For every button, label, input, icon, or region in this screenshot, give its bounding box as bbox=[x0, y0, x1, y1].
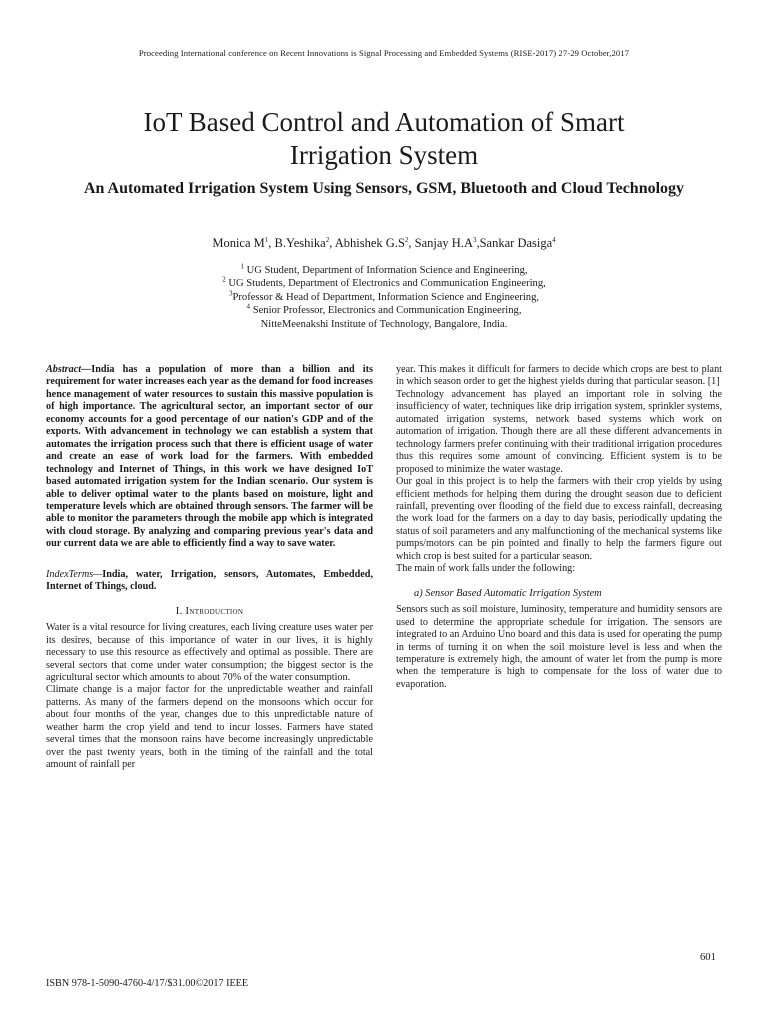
author-list: Monica $M^1$, B.Yeshika$^2$, Abhishek $G.S^2$, Sanjay $H.A^3,Sankar$ Dasiga$^4$ bbox=[212, 235, 556, 250]
index-terms bbox=[46, 569, 373, 594]
intro-paragraph-1: Water is a vital resource for living creatures, each living creature uses water per its desires, because of this importance of water in our lives, it is highly necessary to use this resource as effectively and optimal as possible. There are several sectors that come under water consumption; the biggest sector is the agricultural sector which amounts to about 70% of the water consumption. bbox=[46, 622, 373, 683]
body-paragraph-4: The main of work falls under the following: bbox=[396, 563, 576, 575]
author: Sankar Dasiga$^4$ bbox=[479, 235, 556, 250]
body-paragraph-5: Sensors such as soil moisture, luminosity, temperature and humidity sensors are used to determine the appropriate schedule for irrigation. The sensors are integrated to an Arduino Uno board and this data is used for operating the pump in terms of turning it on when the soil moisture level is less and when the temperature is extremely high, the amount of water let from the pump is more when the temperature is high to compensate for the loss of water due to evaporation. bbox=[396, 604, 722, 690]
isbn-footer: ISBN 978-1-5090-4760-4/17/$31.00©2017 IEEE bbox=[46, 978, 249, 989]
affiliation: $^2$ UG Students, Department of Electronics and Communication Engineering, bbox=[222, 275, 546, 290]
affiliation: $^1$ UG Student, Department of Information Science and Engineering, bbox=[240, 262, 528, 276]
intro-paragraph-2: Climate change is a major factor for the unpredictable weather and rainfall patterns. As many of the farmers depend on the monsoons which occur for about four months of the year, changes due to this unpredictable nature of weather harm the crop yield and tend to incur losses. Farmers have stated several times that the monsoon rains have become increasingly unpredictable over the past twenty years, both in the timing of the rainfall and the total amount of rainfall per bbox=[46, 684, 373, 771]
affiliation: NitteMeenakshi Institute of Technology, Bangalore, India. bbox=[260, 318, 508, 330]
affiliation: $^4$ Senior Professor, Electronics and Communication Engineering, bbox=[246, 302, 522, 317]
author: Abhishek $G.S^2$ bbox=[334, 235, 409, 250]
index-terms-label: IndexTerms— bbox=[46, 568, 103, 580]
left-column bbox=[46, 364, 373, 772]
abstract-text: India has a population of more than a billion and its requirement for water increases each year as the demand for food increases hence management of water resources to sustain this massive population is of high importance. The agricultural sector, an important sector of our economy accounts for a good percentage of our nation's GDP and of the exports. With advancement in technology we can establish a system that automates the irrigation process such that there is efficient usage of water and create an ease of work load for the farmers. With embedded technology and Internet of Things, in this work we have designed IoT based automated irrigation system for the Indian scenario. Our system is able to deliver optimal water to the plants based on moisture, light and temperature levels which are obtained through sensors. The farmer will be able to monitor the parameters through the mobile app which is integrated with cloud storage. By analyzing and comparing previous year's data and our current data we are able to efficiently find a way to save water. bbox=[46, 364, 373, 550]
affiliation-list bbox=[100, 264, 668, 331]
abstract bbox=[46, 364, 373, 551]
section-heading-introduction: I. Introduction bbox=[175, 605, 244, 617]
conference-header: Proceeding International conference on Recent Innovations is Signal Processing and Embedded Systems (RISE-2017) 27-29 October,2017 bbox=[138, 48, 630, 58]
body-paragraph-1: year. This makes it difficult for farmers to decide which crops are best to plant in which season order to get the highest yields during that particular season. [1] bbox=[396, 364, 722, 388]
right-column bbox=[396, 364, 722, 691]
subsection-heading-a: a) Sensor Based Automatic Irrigation System bbox=[414, 587, 602, 599]
body-paragraph-2: Technology advancement has played an important role in solving the insufficiency of water, techniques like drip irrigation system, sprinkler systems, automated irrigation systems, network based systems which work on automation of irrigation. Though there are all these different advancements in technology farmers prefer continuing with their traditional irrigation procedures thus this requires some amount of convincing. Efficient system is to be proposed to minimize the water wastage. bbox=[396, 388, 722, 475]
author: Sanjay $H.A^3$ bbox=[414, 235, 477, 250]
paper-subtitle: An Automated Irrigation System Using Sensors, GSM, Bluetooth and Cloud Technology bbox=[83, 180, 685, 197]
page-number: 601 bbox=[700, 952, 716, 963]
author: B.Yeshika$^2$ bbox=[274, 235, 330, 250]
title-line-2: Irrigation System bbox=[289, 140, 479, 170]
body-paragraph-3: Our goal in this project is to help the farmers with their crop yields by using efficient methods for helping them during the drought season due to deficient rainfall, preventing over flooding of the field due to excess rainfall, decreasing the work load for the farmers on a day to day basis, periodically updating the status of soil parameters and any malfunctioning of the mechanical systems like pumps/motors can be pin pointed and finally to help the farmers figure out which crop is best suited for a particular season. bbox=[396, 476, 722, 562]
title-line-1: IoT Based Control and Automation of Smart bbox=[143, 107, 625, 137]
paper-title bbox=[60, 106, 708, 172]
author: Monica $M^1$ bbox=[212, 235, 269, 250]
index-terms-text: India, water, Irrigation, sensors, Automates, Embedded, Internet of Things, cloud. bbox=[46, 568, 373, 593]
affiliation: $^3$Professor & Head of Department, Information Science and Engineering, bbox=[228, 289, 540, 303]
abstract-label: Abstract— bbox=[46, 364, 92, 375]
